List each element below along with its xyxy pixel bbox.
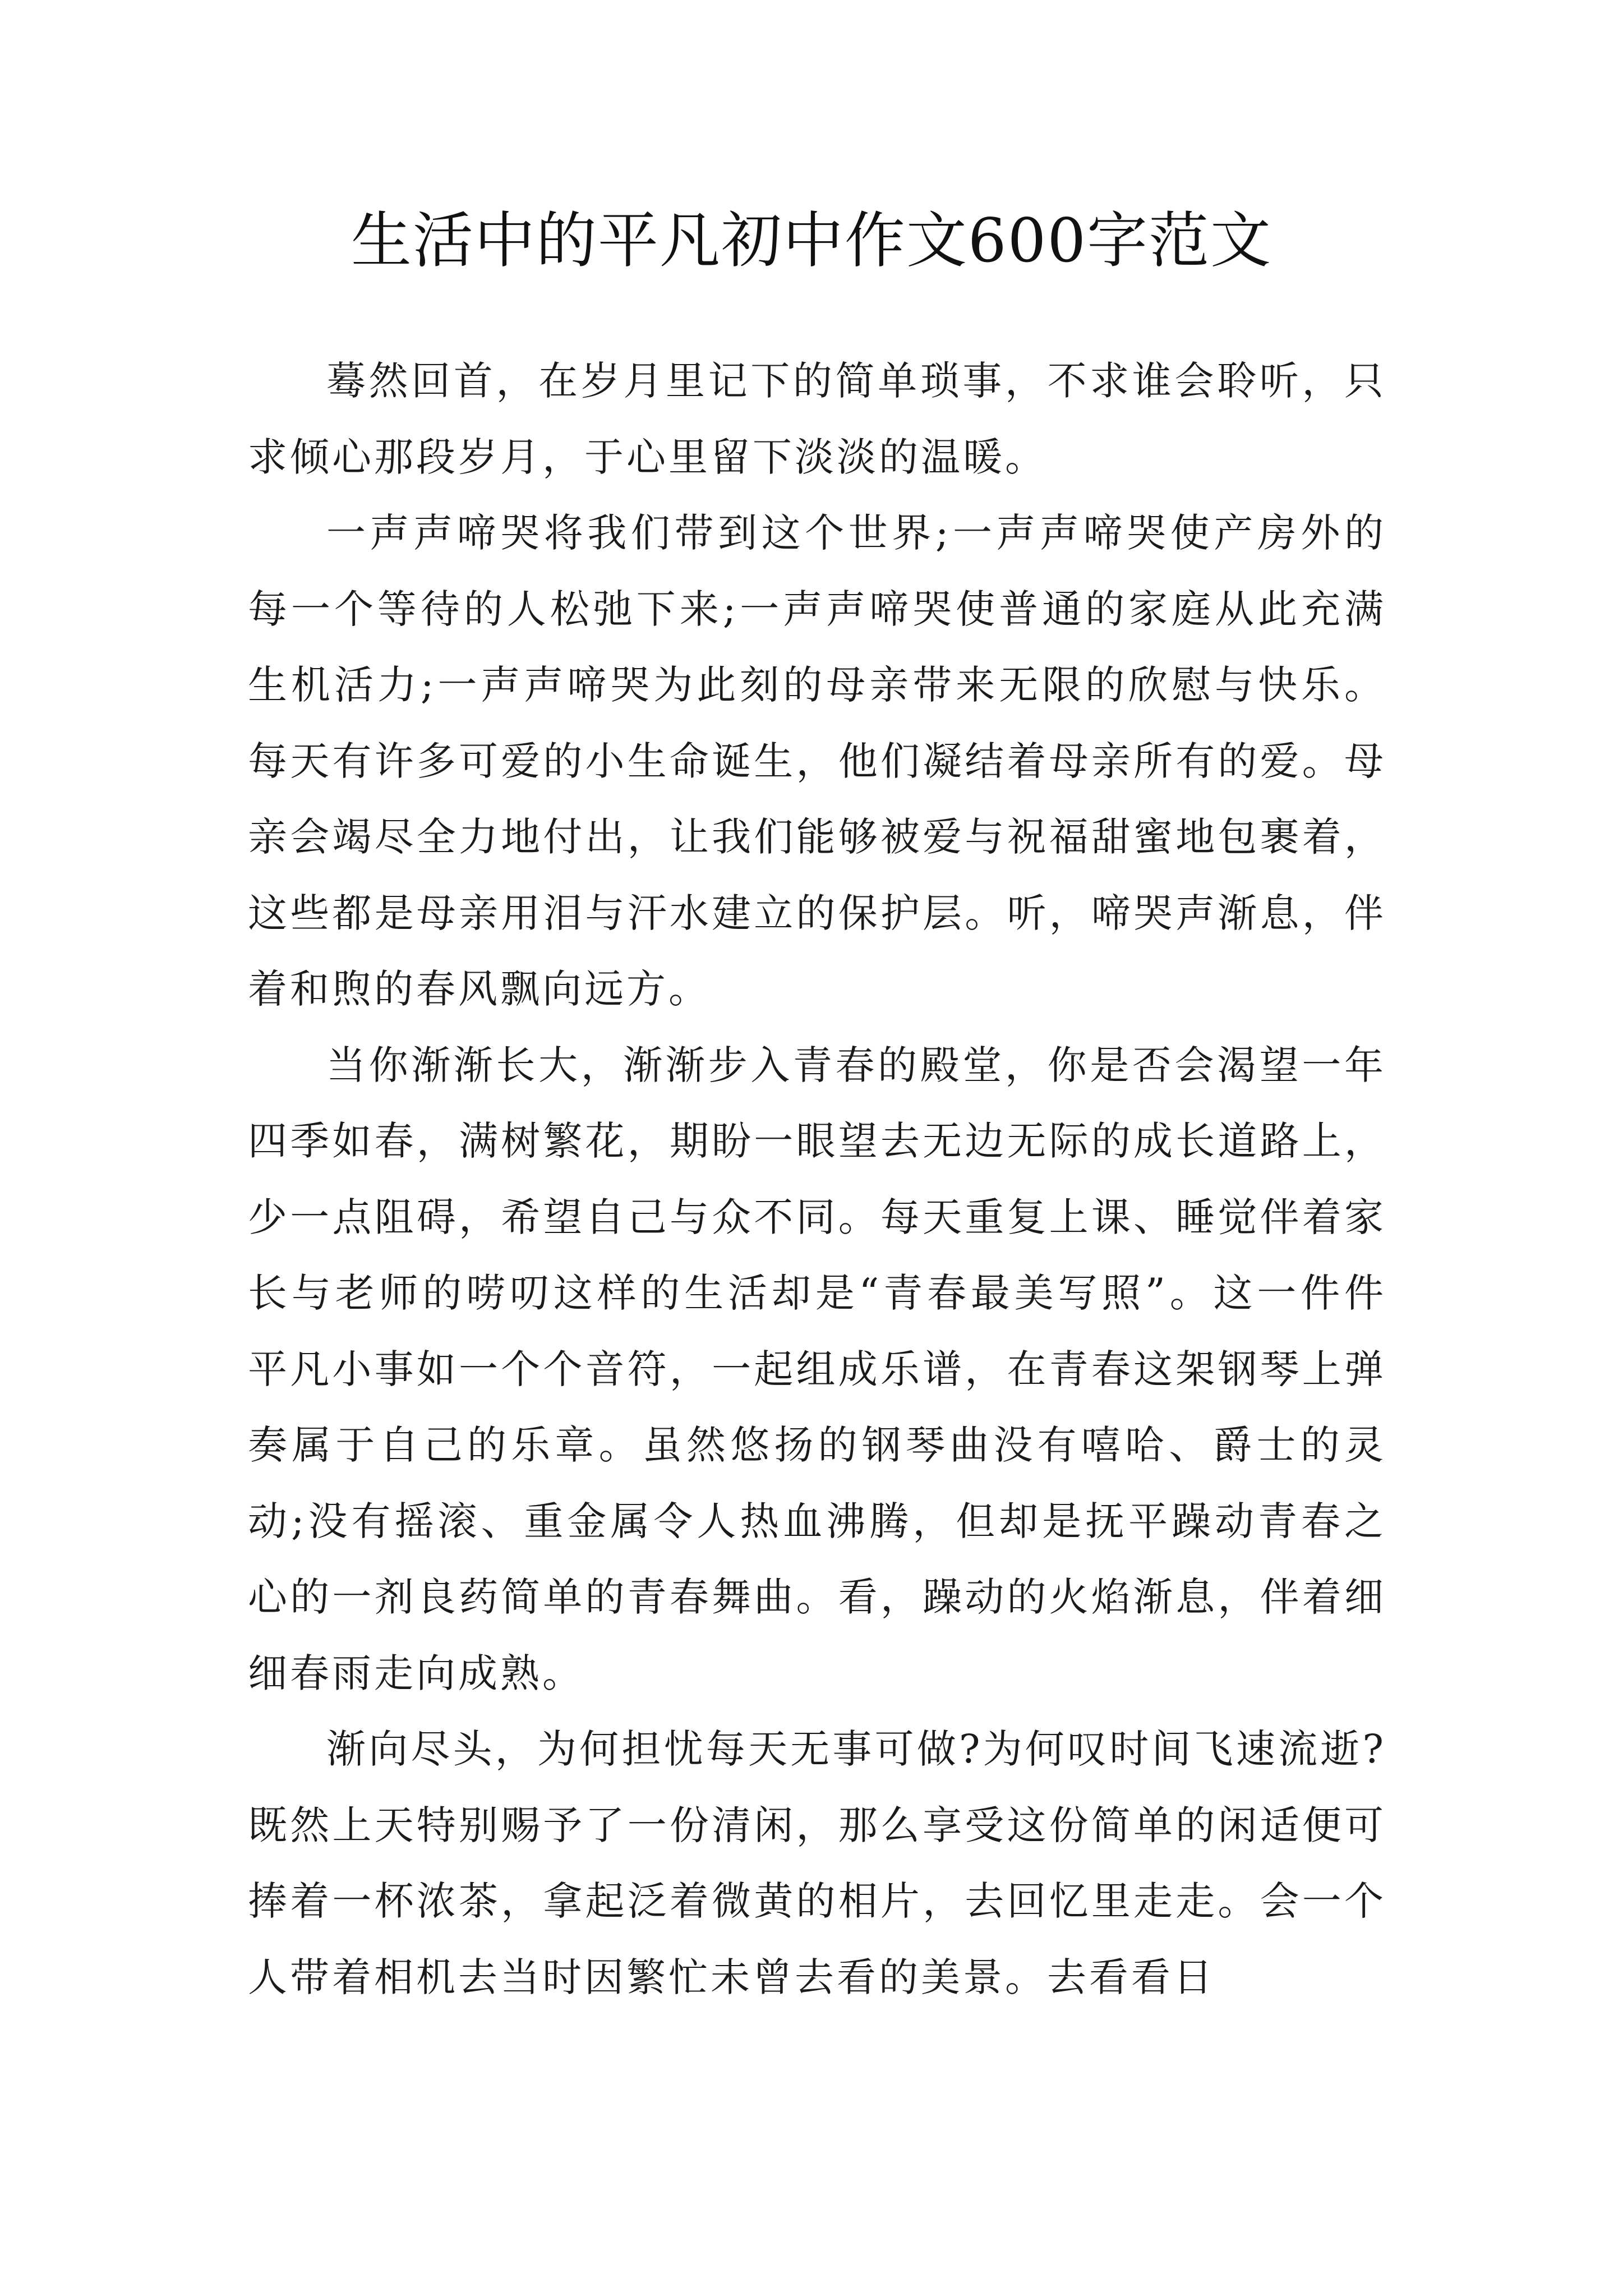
paragraph: 渐向尽头，为何担忧每天无事可做?为何叹时间飞速流逝?既然上天特别赐予了一份清闲，那么享受这份简单的闲适便可捧着一杯浓茶，拿起泛着微黄的相片，去回忆里走走。会一个人带着相机去当时因繁忙未曾去看的美景。去看看日 bbox=[248, 1726, 1386, 2000]
paragraph: 一声声啼哭将我们带到这个世界;一声声啼哭使产房外的每一个等待的人松弛下来;一声声啼哭使普通的家庭从此充满生机活力;一声声啼哭为此刻的母亲带来无限的欣慰与快乐。每天有许多可爱的小生命诞生，他们凝结着母亲所有的爱。母亲会竭尽全力地付出，让我们能够被爱与祝福甜蜜地包裹着，这些都是母亲用泪与汗水建立的保护层。听，啼哭声渐息，伴着和煦的春风飘向远方。 bbox=[248, 510, 1386, 1012]
paragraph: 当你渐渐长大，渐渐步入青春的殿堂，你是否会渴望一年四季如春，满树繁花，期盼一眼望去无边无际的成长道路上，少一点阻碍，希望自己与众不同。每天重复上课、睡觉伴着家长与老师的唠叨这样的生活却是“青春最美写照”。这一件件平凡小事如一个个音符，一起组成乐谱，在青春这架钢琴上弹奏属于自己的乐章。虽然悠扬的钢琴曲没有嘻哈、爵士的灵动;没有摇滚、重金属令人热血沸腾，但却是抚平躁动青春之心的一剂良药简单的青春舞曲。看，躁动的火焰渐息，伴着细细春雨走向成熟。 bbox=[248, 1042, 1386, 1696]
document-title: 生活中的平凡初中作文600字范文 bbox=[351, 206, 1272, 276]
document-body bbox=[248, 343, 1386, 2016]
paragraph: 蓦然回首，在岁月里记下的简单琐事，不求谁会聆听，只求倾心那段岁月，于心里留下淡淡的温暖。 bbox=[248, 358, 1386, 480]
